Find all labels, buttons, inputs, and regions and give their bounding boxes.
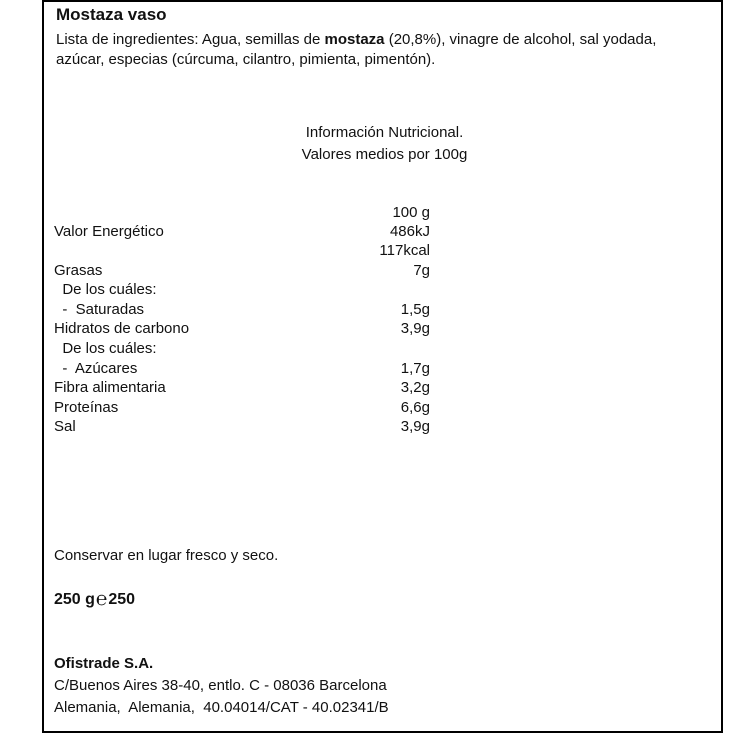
estimated-weight-value: 250	[108, 591, 136, 608]
product-title: Mostaza vaso	[56, 5, 167, 24]
company-address-line2: Alemania, Alemania, 40.04014/CAT - 40.02341/B	[54, 699, 389, 716]
nutrition-row-label: Grasas	[54, 262, 103, 279]
nutrition-row-label: Fibra alimentaria	[54, 379, 166, 396]
nutrition-row-value: 1,5g	[400, 301, 430, 318]
ingredients-highlight: mostaza	[324, 31, 385, 48]
estimated-sign-icon: ℮	[95, 589, 108, 610]
nutrition-row-value: 117kcal	[379, 242, 430, 259]
nutrition-row-value: 486kJ	[389, 223, 430, 240]
nutrition-row-label: Valor Energético	[54, 223, 164, 240]
nutrition-row-label: - Azúcares	[54, 360, 138, 377]
company-name: Ofistrade S.A.	[54, 655, 154, 672]
nutrition-row-value: 3,9g	[400, 418, 430, 435]
nutrition-row-value: 3,2g	[400, 379, 430, 396]
nutrition-row-label: De los cuáles:	[54, 340, 157, 357]
net-weight	[54, 591, 135, 609]
nutrition-row-value: 3,9g	[400, 320, 430, 337]
company-address-line1: C/Buenos Aires 38-40, entlo. C - 08036 Barcelona	[54, 677, 387, 694]
net-weight-value: 250 g	[54, 591, 95, 608]
nutrition-row-label: De los cuáles:	[54, 281, 157, 298]
label-frame	[42, 0, 723, 733]
ingredients-prefix: Lista de ingredientes: Agua, semillas de	[56, 31, 325, 48]
nutrition-row-value: 6,6g	[400, 399, 430, 416]
nutrition-row-label: - Saturadas	[54, 301, 145, 318]
nutrition-row-value: 7g	[413, 262, 430, 279]
nutrition-row-label: Hidratos de carbono	[54, 320, 190, 337]
storage-instructions: Conservar en lugar fresco y seco.	[54, 547, 279, 564]
nutrition-row-value: 1,7g	[400, 360, 430, 377]
nutrition-row-label: Sal	[54, 418, 76, 435]
nutrition-row-label: Proteínas	[54, 399, 119, 416]
nutrition-heading: Información Nutricional.	[305, 124, 464, 141]
nutrition-subheading: Valores medios por 100g	[301, 146, 468, 163]
ingredients-list	[56, 30, 706, 70]
nutrition-column-header: 100 g	[392, 204, 430, 221]
ingredients-suffix: (20,8%), vinagre de alcohol, sal yodada, azúcar, especias (cúrcuma, cilantro, pimienta, pimentón).	[56, 31, 657, 68]
